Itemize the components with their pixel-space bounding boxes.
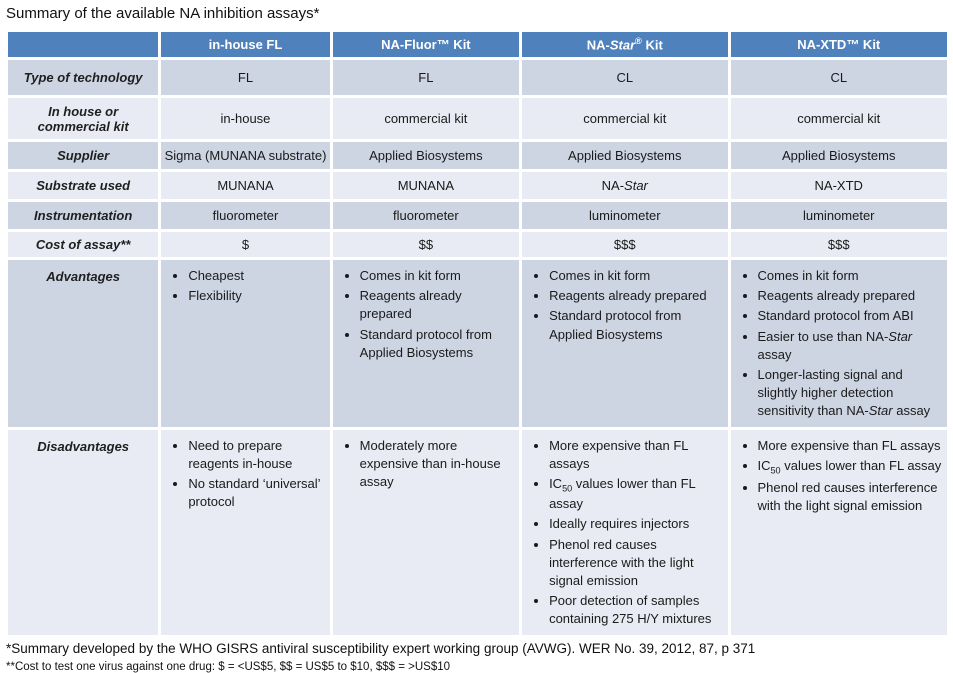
cell-kittype-in-house-fl: in-house [161, 98, 329, 139]
cell-substrate-na-fluor: MUNANA [333, 172, 519, 199]
list-item: • Poor detection of samples containing 275 H/Y mixtures [549, 592, 724, 628]
cell-supplier-na-fluor: Applied Biosystems [333, 142, 519, 169]
list-item: • Phenol red causes interference with the light signal emission [758, 479, 945, 515]
list-item: • No standard ‘universal’ protocol [188, 475, 326, 511]
cell-instrument-na-xtd: luminometer [731, 202, 948, 229]
row-label-supplier: Supplier [8, 142, 158, 169]
list-item: • Flexibility [188, 287, 326, 305]
row-substrate-used [8, 172, 947, 199]
list-item: • More expensive than FL assays [549, 437, 724, 473]
cell-instrument-na-fluor: fluorometer [333, 202, 519, 229]
list-item: • More expensive than FL assays [758, 437, 945, 455]
cell-advantages-na-xtd [731, 260, 948, 427]
list-item: • Reagents already prepared [549, 287, 724, 305]
cell-cost-in-house-fl: $ [161, 232, 329, 257]
row-label-disadvantages: Disadvantages [8, 430, 158, 635]
cell-substrate-na-xtd: NA-XTD [731, 172, 948, 199]
row-label-substrate-used: Substrate used [8, 172, 158, 199]
list-item: • Comes in kit form [360, 267, 516, 285]
row-advantages [8, 260, 947, 427]
assay-comparison-table [5, 29, 950, 638]
advantages-list-in-house-fl [163, 267, 326, 305]
list-item: • Standard protocol from Applied Biosystems [549, 307, 724, 343]
list-item: • Comes in kit form [758, 267, 945, 285]
cell-substrate-in-house-fl: MUNANA [161, 172, 329, 199]
list-item: • Standard protocol from ABI [758, 307, 945, 325]
list-item: • Ideally requires injectors [549, 515, 724, 533]
list-item: • Reagents already prepared [360, 287, 516, 323]
list-item: • Longer-lasting signal and slightly higher detection sensitivity than NA-Star assay [758, 366, 945, 421]
cell-supplier-in-house-fl: Sigma (MUNANA substrate) [161, 142, 329, 169]
cell-kittype-na-xtd: commercial kit [731, 98, 948, 139]
list-item: • Moderately more expensive than in-house assay [360, 437, 516, 492]
page-title: Summary of the available NA inhibition assays* [6, 5, 320, 22]
list-item: • Reagents already prepared [758, 287, 945, 305]
list-item: • Comes in kit form [549, 267, 724, 285]
row-cost-of-assay [8, 232, 947, 257]
disadvantages-list-na-star [524, 437, 724, 629]
row-instrumentation [8, 202, 947, 229]
cell-substrate-na-star: NA-Star [522, 172, 727, 199]
row-label-type-of-technology: Type of technology [8, 60, 158, 95]
column-header-in-house-fl: in-house FL [161, 32, 329, 57]
cell-supplier-na-star: Applied Biosystems [522, 142, 727, 169]
row-label-in-house-or-commercial: In house or commercial kit [8, 98, 158, 139]
cell-cost-na-xtd: $$$ [731, 232, 948, 257]
list-item: • Easier to use than NA-Star assay [758, 328, 945, 364]
list-item: • Need to prepare reagents in-house [188, 437, 326, 473]
list-item: • Phenol red causes interference with the light signal emission [549, 536, 724, 591]
cell-technology-na-star: CL [522, 60, 727, 95]
row-label-advantages: Advantages [8, 260, 158, 427]
column-header-na-xtd-kit: NA-XTD™ Kit [731, 32, 948, 57]
cell-technology-na-fluor: FL [333, 60, 519, 95]
cell-supplier-na-xtd: Applied Biosystems [731, 142, 948, 169]
disadvantages-list-na-xtd [733, 437, 945, 516]
cell-cost-na-fluor: $$ [333, 232, 519, 257]
row-disadvantages [8, 430, 947, 635]
cell-kittype-na-fluor: commercial kit [333, 98, 519, 139]
cell-cost-na-star: $$$ [522, 232, 727, 257]
row-label-cost-of-assay: Cost of assay** [8, 232, 158, 257]
row-label-instrumentation: Instrumentation [8, 202, 158, 229]
cell-kittype-na-star: commercial kit [522, 98, 727, 139]
advantages-list-na-fluor [335, 267, 516, 362]
list-item: • $IC_{50}$ values lower than FL assay [758, 457, 945, 477]
disadvantages-list-in-house-fl [163, 437, 326, 512]
list-item: • Cheapest [188, 267, 326, 285]
cell-disadvantages-in-house-fl [161, 430, 329, 635]
cell-disadvantages-na-fluor [333, 430, 519, 635]
row-in-house-or-commercial [8, 98, 947, 139]
cell-disadvantages-na-star [522, 430, 727, 635]
cell-advantages-na-star [522, 260, 727, 427]
row-supplier [8, 142, 947, 169]
disadvantages-list-na-fluor [335, 437, 516, 492]
list-item: • $IC_{50}$ values lower than FL assay [549, 475, 724, 514]
list-item: • Standard protocol from Applied Biosystems [360, 326, 516, 362]
column-header-na-fluor-kit: NA-Fluor™ Kit [333, 32, 519, 57]
footnote-cost-legend: **Cost to test one virus against one drug: $ = <US$5, $$ = US$5 to $10, $$$ = >US$10 [6, 660, 451, 673]
cell-technology-na-xtd: CL [731, 60, 948, 95]
row-type-of-technology [8, 60, 947, 95]
advantages-list-na-xtd [733, 267, 945, 421]
column-header-na-star-kit: NA-Star® Kit [522, 32, 727, 57]
cell-advantages-na-fluor [333, 260, 519, 427]
header-row [8, 32, 947, 57]
cell-technology-in-house-fl: FL [161, 60, 329, 95]
cell-disadvantages-na-xtd [731, 430, 948, 635]
cell-advantages-in-house-fl [161, 260, 329, 427]
footnote-summary-source: *Summary developed by the WHO GISRS antiviral susceptibility expert working group (AVWG). WER No. 39, 2012, 87, p 371 [6, 640, 756, 656]
cell-instrument-in-house-fl: fluorometer [161, 202, 329, 229]
corner-cell [8, 32, 158, 57]
advantages-list-na-star [524, 267, 724, 344]
cell-instrument-na-star: luminometer [522, 202, 727, 229]
